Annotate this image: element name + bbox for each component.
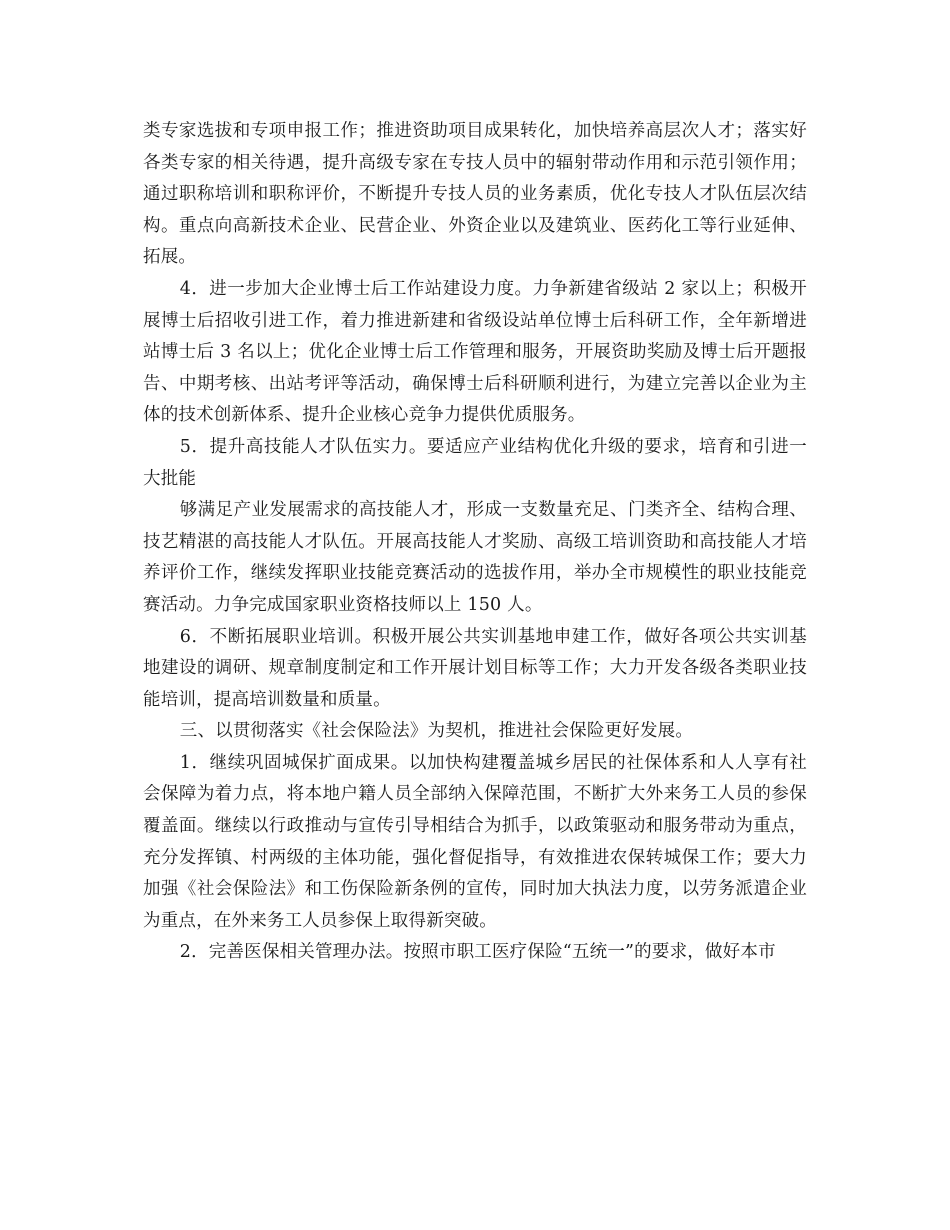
paragraph-urban-insurance-coverage: 1．继续巩固城保扩面成果。以加快构建覆盖城乡居民的社保体系和人人享有社会保障为着力点，将本地户籍人员全部纳入保障范围，不断扩大外来务工人员的参保覆盖面。继续以行政推动与宣传引导相结合为抓手，以政策驱动和服务带动为重点，充分发挥镇、村两级的主体功能，强化督促指导，有效推进农保转城保工作；要大力加强《社会保险法》和工伤保险新条例的宣传，同时加大执法力度，以劳务派遣企业为重点，在外来务工人员参保上取得新突破。 [143,752,807,931]
paragraph-expert-selection: 类专家选拔和专项申报工作；推进资助项目成果转化，加快培养高层次人才；落实好各类专家的相关待遇，提升高级专家在专技人员中的辐射带动作用和示范引领作用；通过职称培训和职称评价，不断提升专技人员的业务素质，优化专技人才队伍层次结构。重点向高新技术企业、民营企业、外资企业以及建筑业、医药化工等行业延伸、拓展。 [143,121,807,268]
paragraph-medical-insurance: 2．完善医保相关管理办法。按照市职工医疗保险“五统一”的要求，做好本市 [179,942,776,963]
paragraph-high-skill-talent: 5．提升高技能人才队伍实力。要适应产业结构优化升级的要求，培育和引进一大批能 [143,436,807,489]
paragraph-vocational-training: 6．不断拓展职业培训。积极开展公共实训基地申建工作，做好各项公共实训基地建设的调研、规章制度制定和工作开展计划目标等工作；大力开发各级各类职业技能培训，提高培训数量和质量。 [143,626,807,710]
section-heading-social-insurance: 三、以贯彻落实《社会保险法》为契机，推进社会保险更好发展。 [179,721,694,742]
paragraph-postdoc-workstation: 4．进一步加大企业博士后工作站建设力度。力争新建省级站 2 家以上；积极开展博士后招收引进工作，着力推进新建和省级设站单位博士后科研工作，全年新增进站博士后 3 名以上；优化企业博士后工作管理和服务，开展资助奖励及博士后开题报告、中期考核、出站考评等活动，确保博士后科研顺利进行，为建立完善以企业为主体的技术创新体系、提升企业核心竞争力提供优质服务。 [143,278,807,426]
paragraph-high-skill-team: 够满足产业发展需求的高技能人才，形成一支数量充足、门类齐全、结构合理、技艺精湛的高技能人才队伍。开展高技能人才奖励、高级工培训资助和高技能人才培养评价工作，继续发挥职业技能竞赛活动的选拔作用，举办全市规模性的职业技能竞赛活动。力争完成国家职业资格技师以上 150 人。 [143,500,807,615]
document-body [143,116,807,969]
